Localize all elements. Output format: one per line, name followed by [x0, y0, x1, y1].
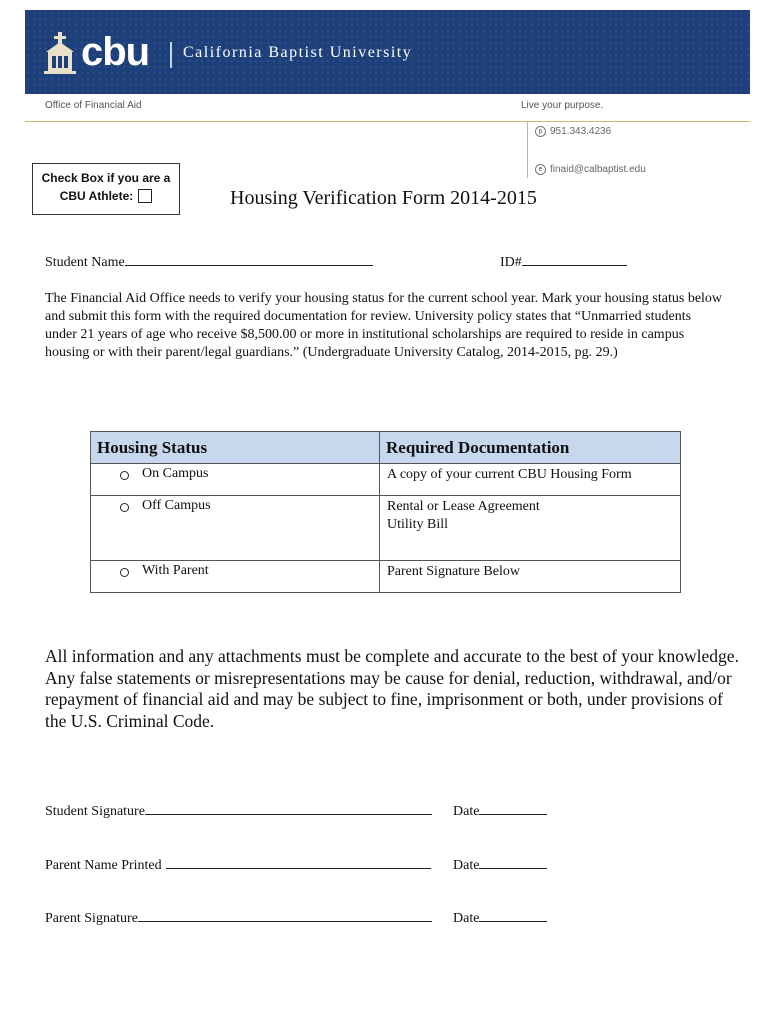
date-label: Date — [453, 858, 480, 873]
table-header-row — [91, 432, 681, 464]
header-divider — [25, 121, 750, 122]
tagline: Live your purpose. — [521, 100, 604, 111]
logo-text: cbu — [81, 30, 150, 74]
id-line[interactable] — [522, 251, 627, 266]
table-row — [91, 496, 681, 561]
id-label: ID# — [500, 255, 522, 270]
parent-signature-line[interactable] — [138, 907, 432, 922]
doc-item: Rental or Lease Agreement — [387, 499, 540, 514]
athlete-box — [32, 163, 180, 215]
student-signature-label: Student Signature — [45, 804, 145, 819]
header-banner — [25, 10, 750, 94]
option-label: With Parent — [142, 563, 209, 578]
doc-item: Parent Signature Below — [387, 564, 520, 579]
doc-item: Utility Bill — [387, 517, 449, 532]
parent-signature-date-line[interactable] — [479, 907, 547, 922]
phone-icon: p — [535, 126, 546, 137]
option-with-parent[interactable] — [91, 561, 379, 579]
parent-signature-label: Parent Signature — [45, 911, 138, 926]
contact-divider — [527, 121, 528, 178]
student-signature-row — [45, 800, 480, 820]
email-icon: e — [535, 164, 546, 175]
student-name-line[interactable] — [125, 251, 373, 266]
parent-name-line[interactable] — [166, 854, 431, 869]
student-signature-line[interactable] — [145, 800, 432, 815]
form-title: Housing Verification Form 2014-2015 — [230, 187, 537, 209]
radio-circle-icon[interactable] — [120, 503, 129, 512]
option-off-campus[interactable] — [91, 496, 379, 514]
student-name-field[interactable] — [45, 251, 373, 271]
housing-status-header: Housing Status — [91, 432, 380, 464]
required-docs-header: Required Documentation — [380, 432, 681, 464]
logo-divider — [170, 42, 172, 68]
radio-circle-icon[interactable] — [120, 568, 129, 577]
date-label: Date — [453, 911, 480, 926]
table-row — [91, 561, 681, 593]
athlete-checkbox[interactable] — [138, 189, 152, 203]
parent-name-label: Parent Name Printed — [45, 858, 162, 873]
athlete-label-line2: CBU Athlete: — [59, 189, 134, 203]
email-address[interactable]: finaid@calbaptist.edu — [550, 164, 646, 175]
university-name: California Baptist University — [183, 44, 413, 61]
doc-item: A copy of your current CBU Housing Form — [387, 467, 632, 482]
option-on-campus[interactable] — [91, 464, 379, 482]
housing-table — [90, 431, 681, 593]
phone-contact — [535, 126, 611, 137]
parent-name-row — [45, 854, 480, 874]
phone-number: 951.343.4236 — [550, 126, 612, 137]
radio-circle-icon[interactable] — [120, 471, 129, 480]
id-field[interactable] — [500, 251, 627, 271]
date-label: Date — [453, 804, 480, 819]
legal-warning: All information and any attachments must be complete and accurate to the best of your knowledge. Any false statements or misrepresentations may be cause for denial, reduction, withdrawal, and/or repayment of financial aid and may be subject to fine, imprisonment or both, under provisions of the U.S. Criminal Code. — [45, 646, 739, 731]
table-row — [91, 464, 681, 496]
parent-signature-row — [45, 907, 480, 927]
parent-name-date-line[interactable] — [479, 854, 547, 869]
email-contact — [535, 164, 646, 175]
student-date-line[interactable] — [479, 800, 547, 815]
chapel-icon — [44, 32, 76, 74]
office-name: Office of Financial Aid — [45, 100, 142, 111]
athlete-label-line1: Check Box if you are a — [41, 171, 171, 185]
option-label: Off Campus — [142, 498, 211, 513]
intro-paragraph: The Financial Aid Office needs to verify your housing status for the current school year. Mark your housing status below and submit this form with the required documentation for review. University policy states that “Unmarried students under 21 years of age who receive $8,500.00 or more in institutional scholarships are required to reside in campus housing or with their parent/legal guardians.” (Undergraduate University Catalog, 2014-2015, pg. 29.) — [45, 291, 723, 360]
option-label: On Campus — [142, 466, 209, 481]
student-name-label: Student Name — [45, 255, 125, 270]
